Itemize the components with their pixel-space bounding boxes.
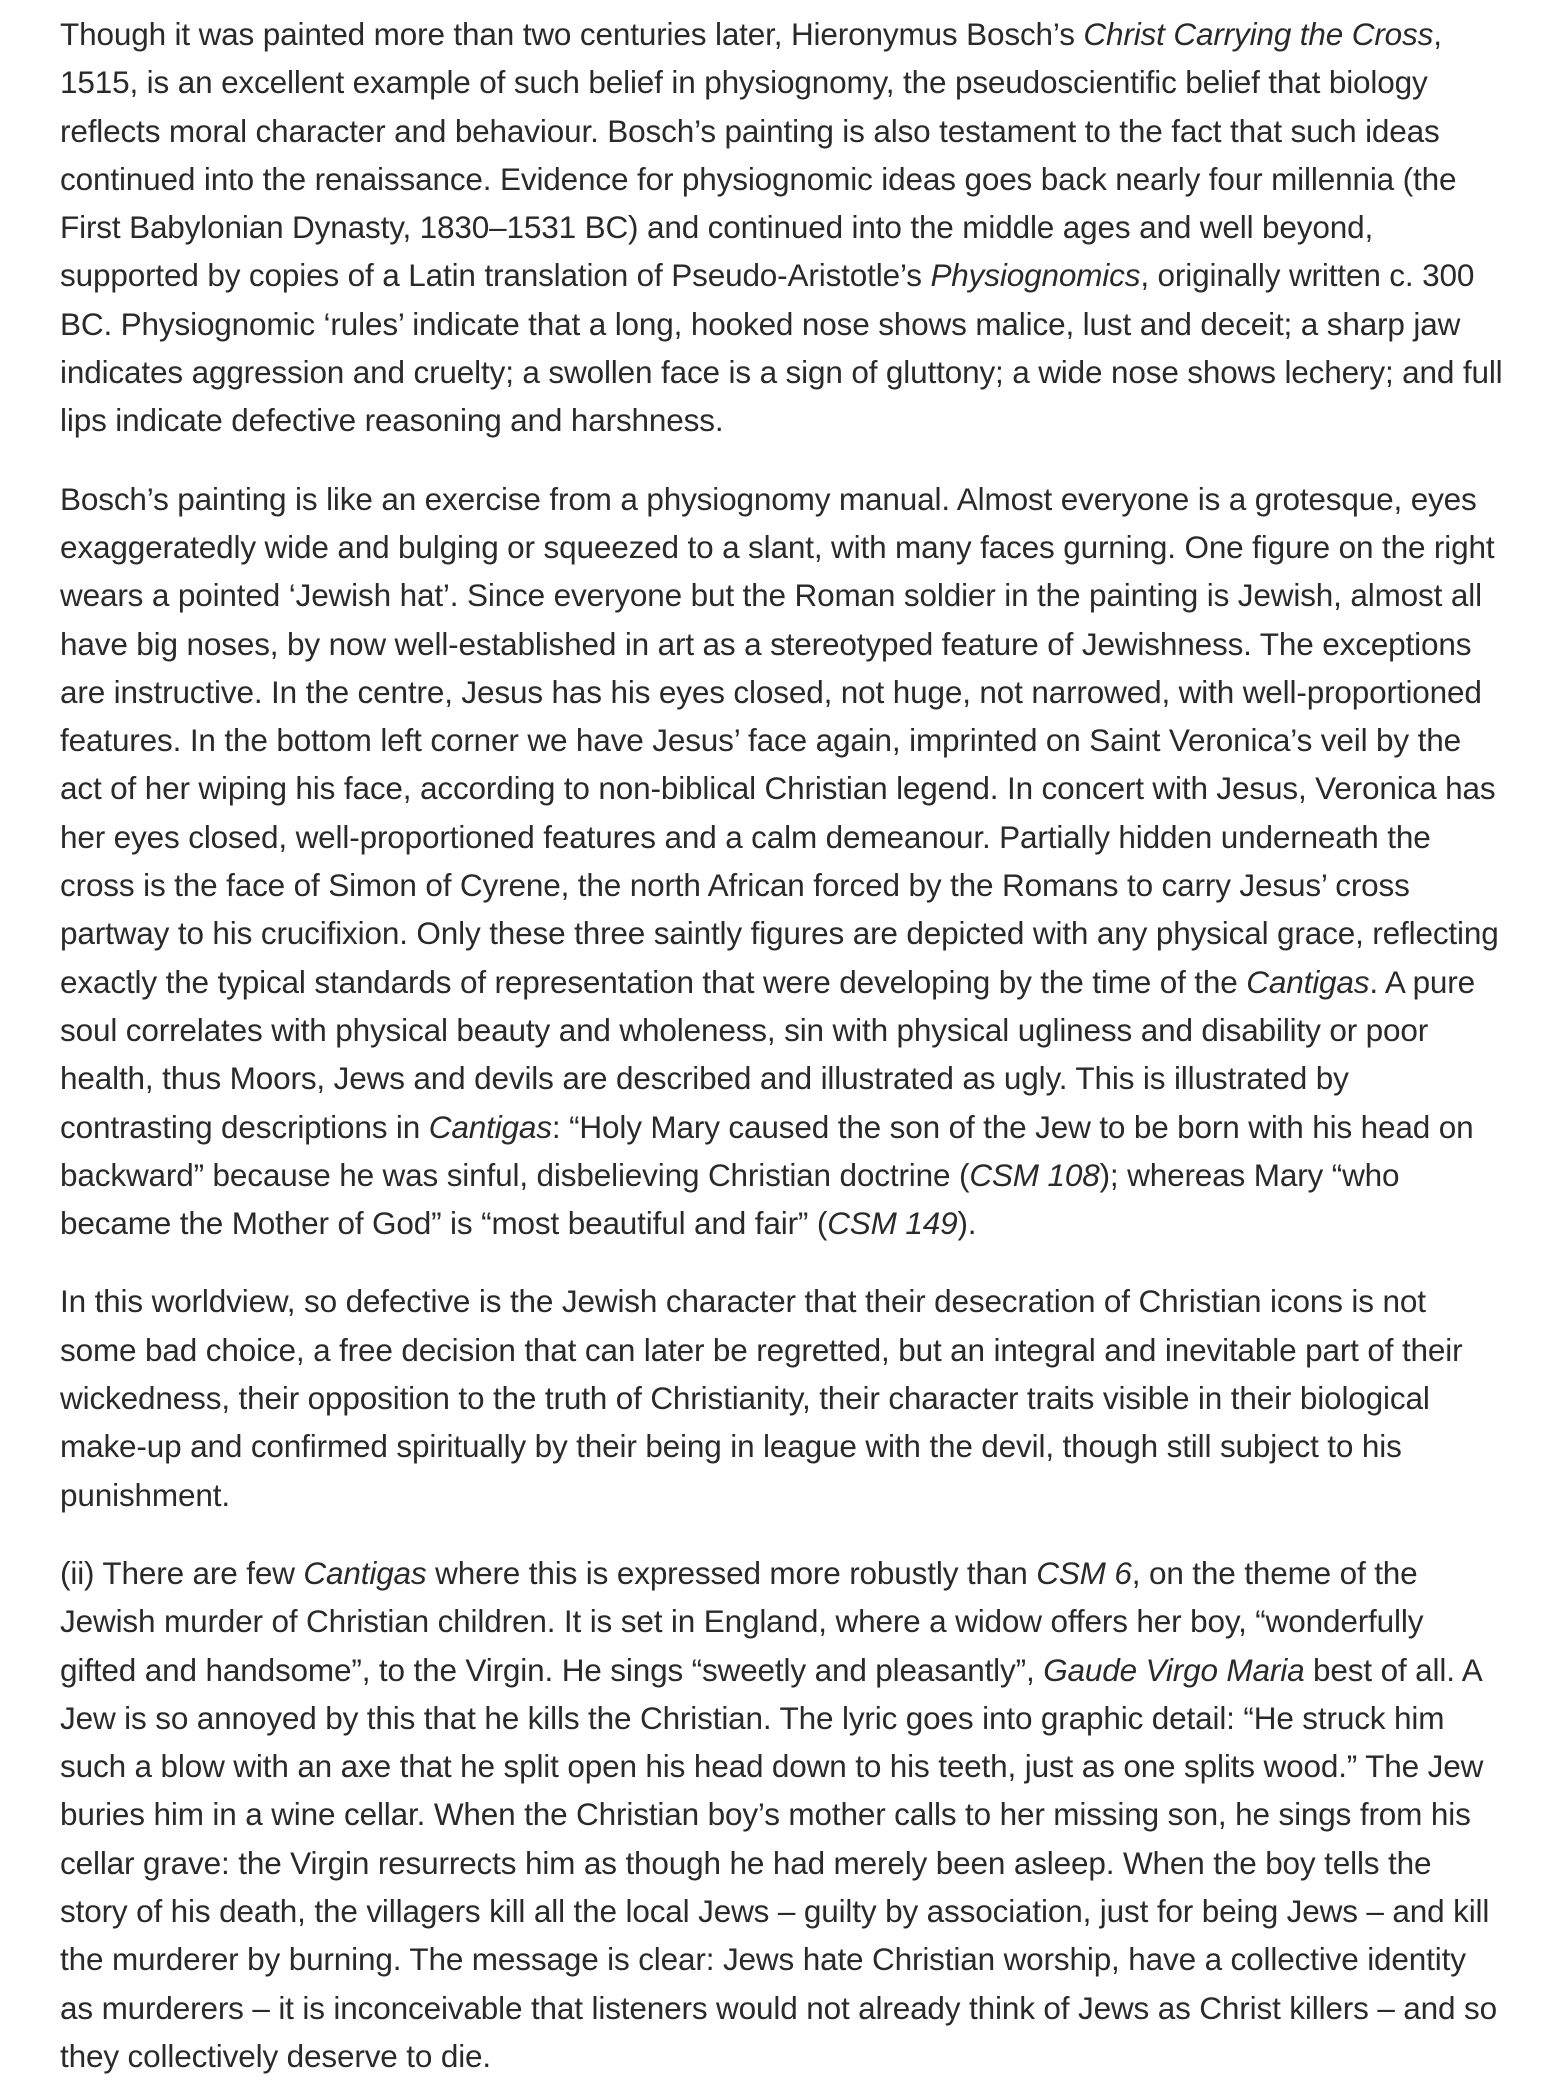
italic-title-run: Cantigas xyxy=(428,1108,552,1145)
italic-title-run: CSM 6 xyxy=(1036,1554,1132,1591)
paragraph-worldview xyxy=(60,1277,1506,1518)
italic-title-run: CSM 149 xyxy=(827,1205,958,1242)
paragraph-bosch-painting xyxy=(60,475,1506,1248)
text-run: Though it was painted more than two centuries later, Hieronymus Bosch’s xyxy=(60,16,1084,52)
text-run: ). xyxy=(957,1205,977,1242)
text-run: where this is expressed more robustly than xyxy=(426,1554,1037,1591)
text-run: Bosch’s painting is like an exercise from a physiognomy manual. Almost everyone is a grotesque, eyes exaggeratedly wide and bulging or squeezed to a slant, with many faces gurning. One figure on the right wears a pointed ‘Jewish hat’. Since everyone but the Roman soldier in the painting is Jewish, almost all have big noses, by now well-established in art as a stereotyped feature of Jewishness. The exceptions are instructive. In the centre, Jesus has his eyes closed, not huge, not narrowed, with well-proportioned features. In the bottom left corner we have Jesus’ face again, imprinted on Saint Veronica’s veil by the act of her wiping his face, according to non-biblical Christian legend. In concert with Jesus, Veronica has her eyes closed, well-proportioned features and a calm demeanour. Partially hidden underneath the cross is the face of Simon of Cyrene, the north African forced by the Romans to carry Jesus’ cross partway to his crucifixion. Only these three saintly figures are depicted with any physical grace, reflecting exactly the typical standards of representation that were developing by the time of the xyxy=(60,480,1499,1000)
text-run: In this worldview, so defective is the Jewish character that their desecration of Christian icons is not some bad choice, a free decision that can later be regretted, but an integral and inevitable part of their wickedness, their opposition to the truth of Christianity, their character traits visible in their biological make-up and confirmed spiritually by their being in league with the devil, though still subject to his punishment. xyxy=(60,1283,1463,1513)
italic-title-run: Gaude Virgo Maria xyxy=(1043,1651,1305,1688)
text-run: , on the theme of the Jewish murder of Christian children. It is set in England, where a widow offers her boy, “wonderfully gifted and handsome”, to the Virgin. He sings “sweetly and pleasantly”, xyxy=(60,1554,1424,1688)
text-run: (ii) There are few xyxy=(60,1554,304,1591)
text-run: , originally written c. 300 BC. Physiognomic ‘rules’ indicate that a long, hooked nose shows malice, lust and deceit; a sharp jaw indicates aggression and cruelty; a swollen face is a sign of gluttony; a wide nose shows lechery; and full lips indicate defective reasoning and harshness. xyxy=(60,257,1503,439)
text-run: , 1515, is an excellent example of such belief in physiognomy, the pseudoscientific belief that biology reflects moral character and behaviour. Bosch’s painting is also testament to the fact that such ideas continued into the renaissance. Evidence for physiognomic ideas goes back nearly four millennia (the First Babylonian Dynasty, 1830–1531 BC) and continued into the middle ages and well beyond, supported by copies of a Latin translation of Pseudo-Aristotle’s xyxy=(60,16,1457,294)
text-run: . A pure soul correlates with physical beauty and wholeness, sin with physical ugliness and disability or poor health, thus Moors, Jews and devils are described and illustrated as ugly. This is illustrated by contrasting descriptions in xyxy=(60,963,1476,1145)
italic-title-run: Cantigas xyxy=(1246,963,1370,1000)
text-run: ); whereas Mary “who became the Mother of God” is “most beautiful and fair” ( xyxy=(60,1156,1400,1242)
italic-title-run: Christ Carrying the Cross xyxy=(1083,16,1434,52)
text-run: : “Holy Mary caused the son of the Jew to be born with his head on backward” because he was sinful, disbelieving Christian doctrine ( xyxy=(60,1108,1474,1193)
italic-title-run: CSM 108 xyxy=(969,1156,1100,1193)
paragraph-physiognomy-intro xyxy=(60,10,1506,445)
paragraph-csm-6 xyxy=(60,1549,1506,2080)
text-run: best of all. A Jew is so annoyed by this that he kills the Christian. The lyric goes into graphic detail: “He struck him such a blow with an axe that he split open his head down to his teeth, just as one splits wood.” The Jew buries him in a wine cellar. When the Christian boy’s mother calls to her missing son, he sings from his cellar grave: the Virgin resurrects him as though he had merely been asleep. When the boy tells the story of his death, the villagers kill all the local Jews – guilty by association, just for being Jews – and kill the murderer by burning. The message is clear: Jews hate Christian worship, have a collective identity as murderers – it is inconceivable that listeners would not already think of Jews as Christ killers – and so they collectively deserve to die. xyxy=(60,1651,1497,2074)
italic-title-run: Physiognomics xyxy=(930,257,1141,294)
italic-title-run: Cantigas xyxy=(303,1554,427,1591)
